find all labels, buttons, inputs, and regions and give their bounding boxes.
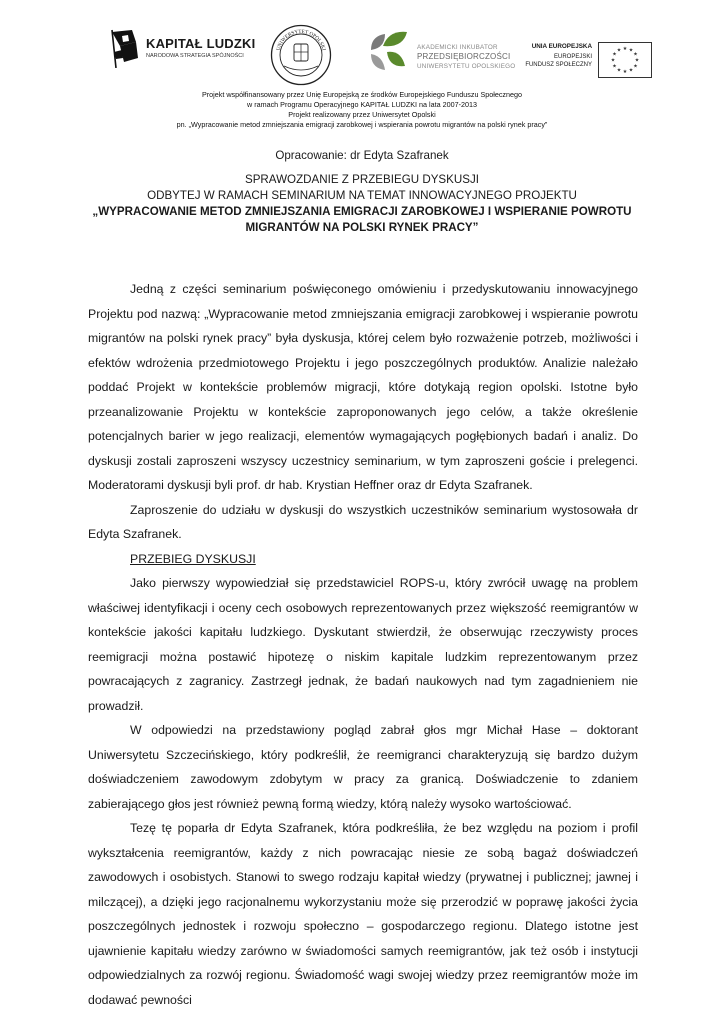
- paragraph: Jedną z części seminarium poświęconego omówieniu i przedyskutowaniu innowacyjnego Projektu pod nazwą: „Wypracowanie metod zmniejszania emigracji zarobkowej i wspieranie powrotu migrantów na polski rynek pracy” była dyskusja, której celem było rozważenie potrzeb, możliwości i efektów wdrożenia przedmiotowego Projektu i jego poszczególnych produktów. Analizie należało poddać Projekt w kontekście problemów migracji, które dotykają region opolski. Istotne było przeanalizowanie Projektu w kontekście zaproponowanych jego celów, a także określenie potencjalnych barier w jego realizacji, elementów wymagających pogłębionych badań i analiz. Do dyskusji zostali zaproszeni wszyscy uczestnicy seminarium, w tym zaproszeni goście i prelegenci. Moderatorami dyskusji byli prof. dr hab. Krystian Heffner oraz dr Edyta Szafranek.: [88, 282, 638, 492]
- eu-flag-icon: [598, 42, 652, 78]
- eu-line2: EUROPEJSKI: [553, 54, 592, 60]
- paragraph: Jako pierwszy wypowiedział się przedstawiciel ROPS-u, który zwrócił uwagę na problem właściwej identyfikacji i oceny cech osobowych reprezentowanych przez większość reemigrantów w kontekście jakości kapitału ludzkiego. Dyskutant stwierdził, że obserwując rzeczywisty proces reemigracji można postawić hipotezę o niskim kapitale ludzkim reprezentowanym przez powracających z zagranicy. Zastrzegł jednak, że badań naukowych nad tym zagadnieniem nie prowadził.: [88, 576, 638, 713]
- eu-logo: [525, 42, 652, 78]
- svg-text:★: ★: [612, 51, 617, 58]
- svg-text:★: ★: [622, 46, 628, 52]
- university-seal-icon: [270, 24, 332, 86]
- svg-text:★: ★: [633, 63, 638, 70]
- svg-text:★: ★: [628, 67, 634, 74]
- university-seal-logo: [270, 24, 332, 86]
- svg-text:★: ★: [622, 69, 628, 75]
- funding-line1: Projekt współfinansowany przez Unię Europejską ze środków Europejskiego Funduszu Społecznego: [201, 90, 523, 99]
- kapital-ludzki-flag-icon: [110, 28, 140, 68]
- project-title-line1: „WYPRACOWANIE METOD ZMNIEJSZANIA EMIGRACJI ZAROBKOWEJ I WSPIERANIE POWROTU: [92, 205, 632, 218]
- leaf-logo-icon: [367, 26, 413, 74]
- author-line: Opracowanie: dr Edyta Szafranek: [275, 149, 449, 162]
- svg-text:★: ★: [612, 63, 617, 70]
- kapital-ludzki-logo: [110, 28, 260, 72]
- funding-note: [0, 90, 724, 130]
- svg-text:★: ★: [616, 47, 622, 54]
- funding-line3: Projekt realizowany przez Uniwersytet Opolski: [288, 110, 436, 119]
- paragraph: Tezę tę poparła dr Edyta Szafranek, która podkreśliła, że bez względu na poziom i profil wykształcenia reemigrantów, każdy z nich powracając niesie ze sobą bagaż doświadczeń zawodowych i osobistych. Stanowi to swego rodzaju kapitał wiedzy (prywatnej i publicznej; jawnej i milczącej), a dzięki jego racjonalnemu wykorzystaniu może się przerodzić w poprawę jakości życia poszczególnych jednostek i rozwoju społeczno – gospodarczego regionu. Dlatego istotne jest ujawnienie kapitału wiedzy zarówno w świadomości samych reemigrantów, jak też osób i instytucji odpowiedzialnych za rozwój regionu. Świadomość wagi swojej wiedzy przez reemigrantów może im dodawać pewności: [88, 821, 638, 1007]
- report-body: [88, 277, 638, 1012]
- funding-line4: pn. „Wypracowanie metod zmniejszania emigracji zarobkowej i wspierania powrotu migrantów na polski rynek pracy”: [176, 120, 548, 129]
- funding-line2: w ramach Programu Operacyjnego KAPITAŁ LUDZKI na lata 2007-2013: [247, 100, 477, 109]
- logo-bar: [0, 0, 724, 90]
- kapital-ludzki-title: KAPITAŁ LUDZKI: [146, 36, 256, 51]
- kapital-ludzki-subtitle: NARODOWA STRATEGIA SPÓJNOŚCI: [146, 53, 244, 59]
- svg-text:★: ★: [633, 51, 638, 58]
- paragraph: Zaproszenie do udziału w dyskusji do wszystkich uczestników seminarium wystosowała dr Edyta Szafranek.: [88, 502, 638, 541]
- svg-text:★: ★: [634, 57, 640, 64]
- report-title-line1: SPRAWOZDANIE Z PRZEBIEGU DYSKUSJI: [244, 173, 480, 186]
- project-title-line2: MIGRANTÓW NA POLSKI RYNEK PRACY”: [245, 221, 479, 234]
- svg-text:★: ★: [616, 67, 622, 74]
- inkubator-line1: AKADEMICKI INKUBATOR: [417, 44, 498, 51]
- eu-line3: FUNDUSZ SPOŁECZNY: [525, 62, 592, 68]
- paragraph: W odpowiedzi na przedstawiony pogląd zabrał głos mgr Michał Hase – doktorant Uniwersytetu Szczecińskiego, który podkreślił, że reemigranci charakteryzują się bardzo dużym doświadczeniem zawodowym zdobytym w pracy za granicą. Doświadczenie to zdaniem zabierającego głos jest również pewną formą wiedzy, którą należy wysoko wartościować.: [88, 723, 638, 811]
- inkubator-line3: UNIWERSYTETU OPOLSKIEGO: [417, 63, 516, 70]
- eu-line1: UNIA EUROPEJSKA: [531, 43, 592, 50]
- svg-text:★: ★: [628, 47, 634, 54]
- inkubator-line2: PRZEDSIĘBIORCZOŚCI: [417, 52, 511, 61]
- report-title-line2: ODBYTEJ W RAMACH SEMINARIUM NA TEMAT INNOWACYJNEGO PROJEKTU: [147, 189, 577, 202]
- inkubator-logo: [367, 26, 517, 76]
- svg-text:★: ★: [610, 57, 616, 64]
- seal-text: UNIWERSYTET OPOLSKI: [275, 28, 327, 52]
- section-heading: PRZEBIEG DYSKUSJI: [130, 551, 256, 566]
